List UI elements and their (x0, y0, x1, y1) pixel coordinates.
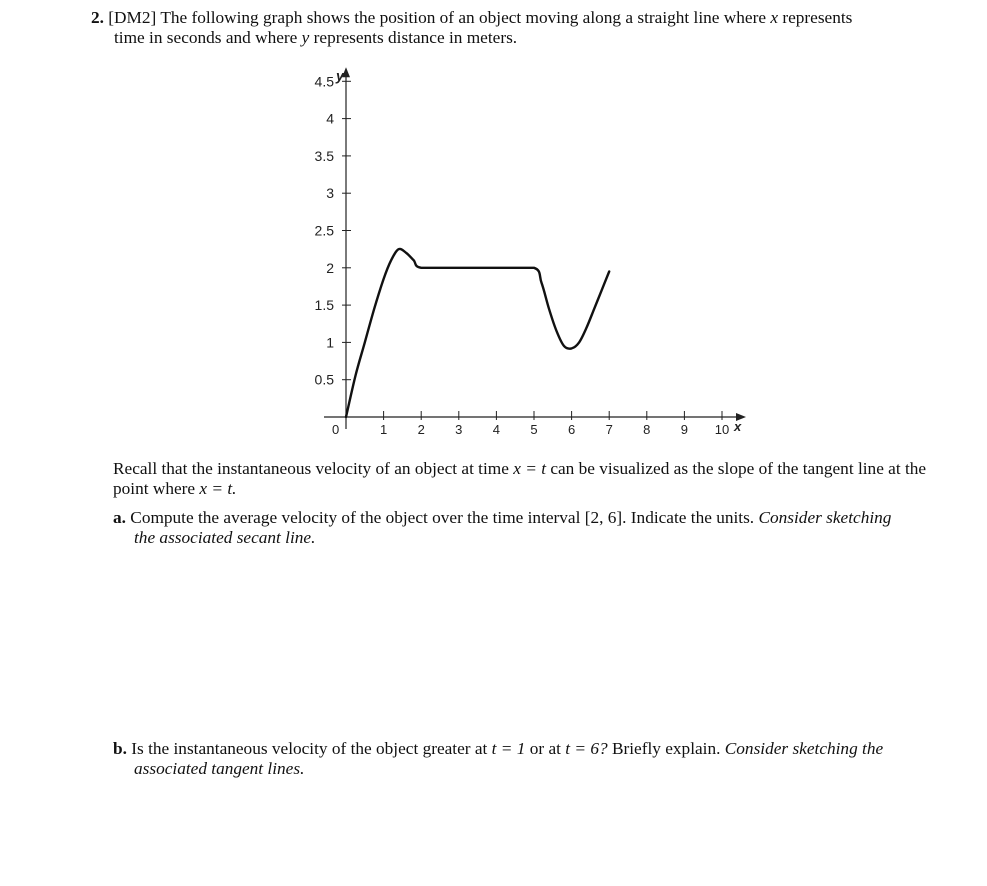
x-tick-label: 2 (417, 422, 425, 437)
y-tick-label: 0.5 (314, 371, 334, 388)
intro-line2a: time in seconds and where (114, 28, 298, 47)
x-tick-label: 5 (530, 422, 538, 437)
part-b-hint2: associated tangent lines. (134, 759, 305, 778)
position-curve (346, 249, 609, 417)
x-tick-label: 7 (605, 422, 613, 437)
part-a-text: Compute the average velocity of the object over the time interval [2, 6]. Indicate the units. (130, 508, 755, 527)
x-tick-label: 8 (643, 422, 651, 437)
x-tick-label: 6 (567, 422, 576, 437)
recall-expr2: x = t. (199, 479, 237, 498)
origin-label: 0 (332, 422, 340, 437)
problem-number: 2. (91, 8, 104, 27)
var-x: x (770, 8, 778, 27)
intro-line1-end: represents (782, 8, 853, 27)
x-tick-label: 9 (680, 422, 689, 437)
part-b-text2: or at (529, 739, 561, 758)
y-tick-label: 4.5 (314, 73, 334, 90)
y-tick-label: 1.5 (314, 297, 334, 314)
y-tick-label: 3 (326, 185, 334, 202)
recall-expr1: x = t (513, 459, 547, 478)
x-ticks (380, 411, 729, 437)
y-tick-label: 4 (326, 110, 334, 127)
part-a-hint2: the associated secant line. (134, 528, 316, 547)
part-a-label: a. (113, 508, 126, 527)
x-axis-label: x (734, 419, 742, 434)
recall-text3: line at the point where (113, 459, 927, 498)
part-a (113, 508, 933, 548)
recall-text2: can be visualized as the slope of the tangent (550, 459, 854, 478)
part-b-expr2: t = 6? (565, 739, 608, 758)
part-b-hint1: Consider sketching the (724, 739, 884, 758)
part-b-expr1: t = 1 (491, 739, 526, 758)
recall-paragraph (113, 459, 933, 499)
position-graph (290, 52, 760, 452)
intro-line1: The following graph shows the position of an object moving along a straight line where (160, 8, 766, 27)
x-tick-label: 3 (455, 422, 463, 437)
curve-group (346, 249, 609, 417)
x-tick-label: 4 (492, 422, 501, 437)
recall-text1: Recall that the instantaneous velocity of an object at time (113, 459, 509, 478)
part-b-label: b. (113, 739, 127, 758)
y-tick-label: 1 (326, 334, 334, 351)
x-tick-label: 10 (714, 422, 730, 437)
y-tick-label: 2.5 (314, 222, 334, 239)
y-tick-label: 3.5 (314, 147, 334, 164)
intro-line2b: represents distance in meters. (313, 28, 518, 47)
part-a-hint1: Consider sketching (758, 508, 892, 527)
problem-statement (91, 8, 936, 48)
x-tick-label: 1 (379, 422, 388, 437)
part-b (113, 739, 933, 779)
part-b-text1: Is the instantaneous velocity of the object greater at (131, 739, 488, 758)
intro-line2 (91, 28, 936, 48)
problem-tag: [DM2] (108, 8, 157, 27)
part-b-text3: Briefly explain. (611, 739, 721, 758)
axes (324, 67, 746, 437)
var-y: y (301, 28, 310, 47)
y-axis-label: y (336, 67, 344, 84)
y-tick-label: 2 (326, 259, 334, 276)
